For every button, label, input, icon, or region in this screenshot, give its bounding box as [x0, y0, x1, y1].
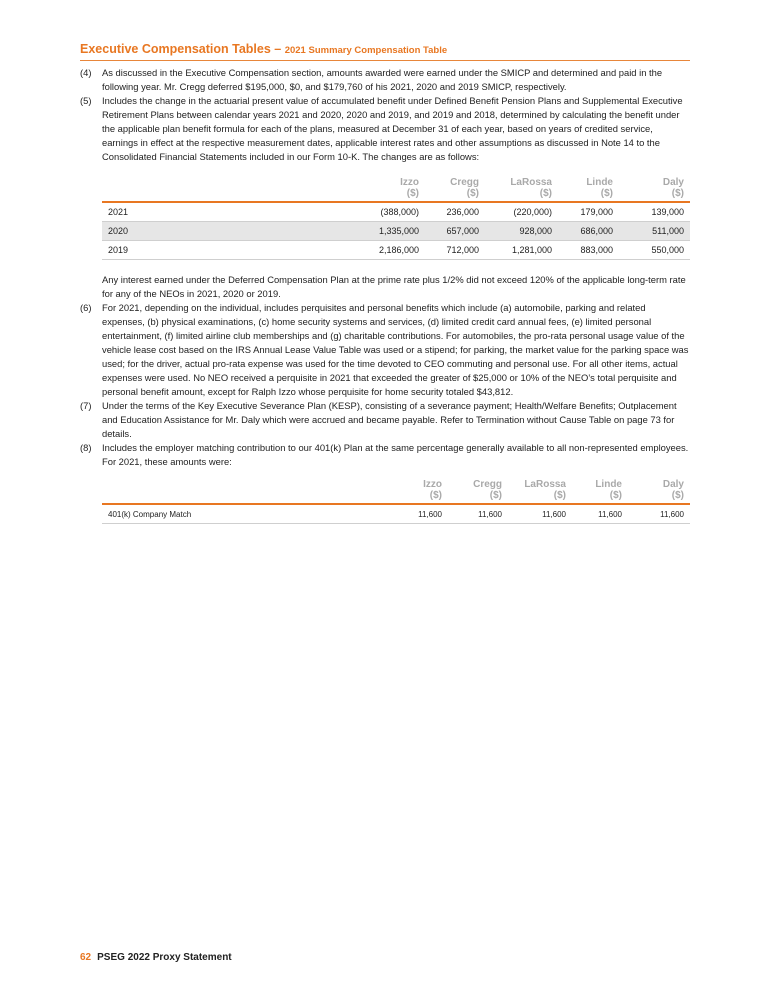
header-blank	[102, 177, 330, 202]
footnote-number: (7)	[80, 400, 92, 411]
cell-value: 2,186,000	[330, 241, 425, 260]
cell-value: 686,000	[558, 222, 619, 241]
footnote-8	[80, 441, 690, 469]
cell-value: 657,000	[425, 222, 485, 241]
table-header-row	[102, 177, 690, 202]
row-label: 2019	[102, 241, 330, 260]
column-header-izzo: Izzo ($)	[400, 177, 419, 199]
row-label: 2021	[102, 202, 330, 222]
cell-value: (388,000)	[330, 202, 425, 222]
page-header	[80, 40, 690, 61]
cell-value: 11,600	[628, 504, 690, 524]
column-header-larossa: LaRossa ($)	[524, 479, 566, 501]
cell-value: 883,000	[558, 241, 619, 260]
cell-value: (220,000)	[485, 202, 558, 222]
table-row	[102, 504, 690, 524]
cell-value: 139,000	[619, 202, 690, 222]
page-content	[80, 66, 690, 524]
row-label: 2020	[102, 222, 330, 241]
section-subtitle: 2021 Summary Compensation Table	[284, 45, 448, 56]
footnote-text: As discussed in the Executive Compensation section, amounts awarded were earned under the SMICP and determined and paid in the following year. Mr. Cregg deferred $195,000, $0, and $179,760 of his 2021, 2020 and 2019 SMICP, respectively.	[102, 67, 663, 92]
footnote-text: For 2021, depending on the individual, includes perquisites and personal benefits which include (a) automobile, parking and related expenses, (b) physical examinations, (c) home security systems and services, (d) limited credit card annual fees, (e) limited personal entertainment, (f) limited airline club memberships and (g) charitable contributions. For automobiles, the pro-rata personal usage value of the vehicle lease cost based on the IRS Annual Lease Value Table was used or a stipend; for parking, the market value for the parking space was used; for the driver, actual pro-rata expense was used for the time devoted to CEO commuting and personal use. For all other items, actual expenses were used. No NEO received a perquisite in 2021 that exceeded the greater of $25,000 or 10% of the NEO’s total perquisite and personal benefit amount, except for Ralph Izzo whose perquisite for home security totaled $43,812.	[102, 302, 689, 397]
cell-value: 928,000	[485, 222, 558, 241]
column-header-daly: Daly ($)	[662, 479, 684, 501]
cell-value: 11,600	[448, 504, 508, 524]
footnote-text: Includes the employer matching contribution to our 401(k) Plan at the same percentage generally available to all non-represented employees. For 2021, these amounts were:	[102, 442, 689, 467]
footnote-text: Under the terms of the Key Executive Severance Plan (KESP), consisting of a severance payment; Health/Welfare Benefits; Outplacement and Education Assistance for Mr. Daly which were accrued and became payable. Refer to Termination without Cause Table on page 73 for details.	[102, 400, 677, 439]
header-blank	[102, 479, 388, 504]
footnote-7	[80, 399, 690, 441]
cell-value: 1,281,000	[485, 241, 558, 260]
cell-value: 236,000	[425, 202, 485, 222]
cell-value: 179,000	[558, 202, 619, 222]
cell-value: 11,600	[388, 504, 448, 524]
pension-change-table	[102, 177, 690, 260]
footnote-number: (8)	[80, 442, 92, 453]
footnote-4	[80, 66, 690, 94]
footnote-5-continued: Any interest earned under the Deferred Compensation Plan at the prime rate plus 1/2% did not exceed 120% of the applicable long-term rate for any of the NEOs in 2021, 2020 or 2019.	[102, 274, 686, 299]
cell-value: 550,000	[619, 241, 690, 260]
table-row	[102, 222, 690, 241]
row-label: 401(k) Company Match	[102, 504, 388, 524]
cell-value: 712,000	[425, 241, 485, 260]
column-header-izzo: Izzo ($)	[423, 479, 442, 501]
table-row	[102, 202, 690, 222]
footnote-number: (4)	[80, 67, 92, 78]
table-header-row	[102, 479, 690, 504]
401k-match-table	[102, 479, 690, 524]
column-header-linde: Linde ($)	[586, 177, 613, 199]
footnote-6	[80, 301, 690, 399]
column-header-cregg: Cregg ($)	[473, 479, 502, 501]
cell-value: 1,335,000	[330, 222, 425, 241]
column-header-linde: Linde ($)	[595, 479, 622, 501]
page-footer	[80, 952, 232, 963]
column-header-larossa: LaRossa ($)	[510, 177, 552, 199]
table-row	[102, 241, 690, 260]
column-header-cregg: Cregg ($)	[450, 177, 479, 199]
footnote-5	[80, 94, 690, 164]
page-number: 62	[80, 952, 92, 963]
cell-value: 11,600	[572, 504, 628, 524]
column-header-daly: Daly ($)	[662, 177, 684, 199]
footnote-text: Includes the change in the actuarial present value of accumulated benefit under Defined Benefit Pension Plans and Supplemental Executive Retirement Plans between calendar years 2021 and 2020, 2020 and 2019, and 2019 and 2018, determined by calculating the benefit under the applicable plan benefit formula for each of the plans, measured at December 31 of each year, based on years of credited service, earnings in effect at the respective measurement dates, applicable interest rates and other assumptions as discussed in Note 14 to the Consolidated Financial Statements included in our Form 10-K. The changes are as follows:	[102, 95, 683, 162]
footnote-number: (5)	[80, 95, 92, 106]
cell-value: 511,000	[619, 222, 690, 241]
footnote-number: (6)	[80, 302, 92, 313]
section-title: Executive Compensation Tables –	[80, 42, 285, 56]
document-title: PSEG 2022 Proxy Statement	[97, 952, 232, 963]
cell-value: 11,600	[508, 504, 572, 524]
